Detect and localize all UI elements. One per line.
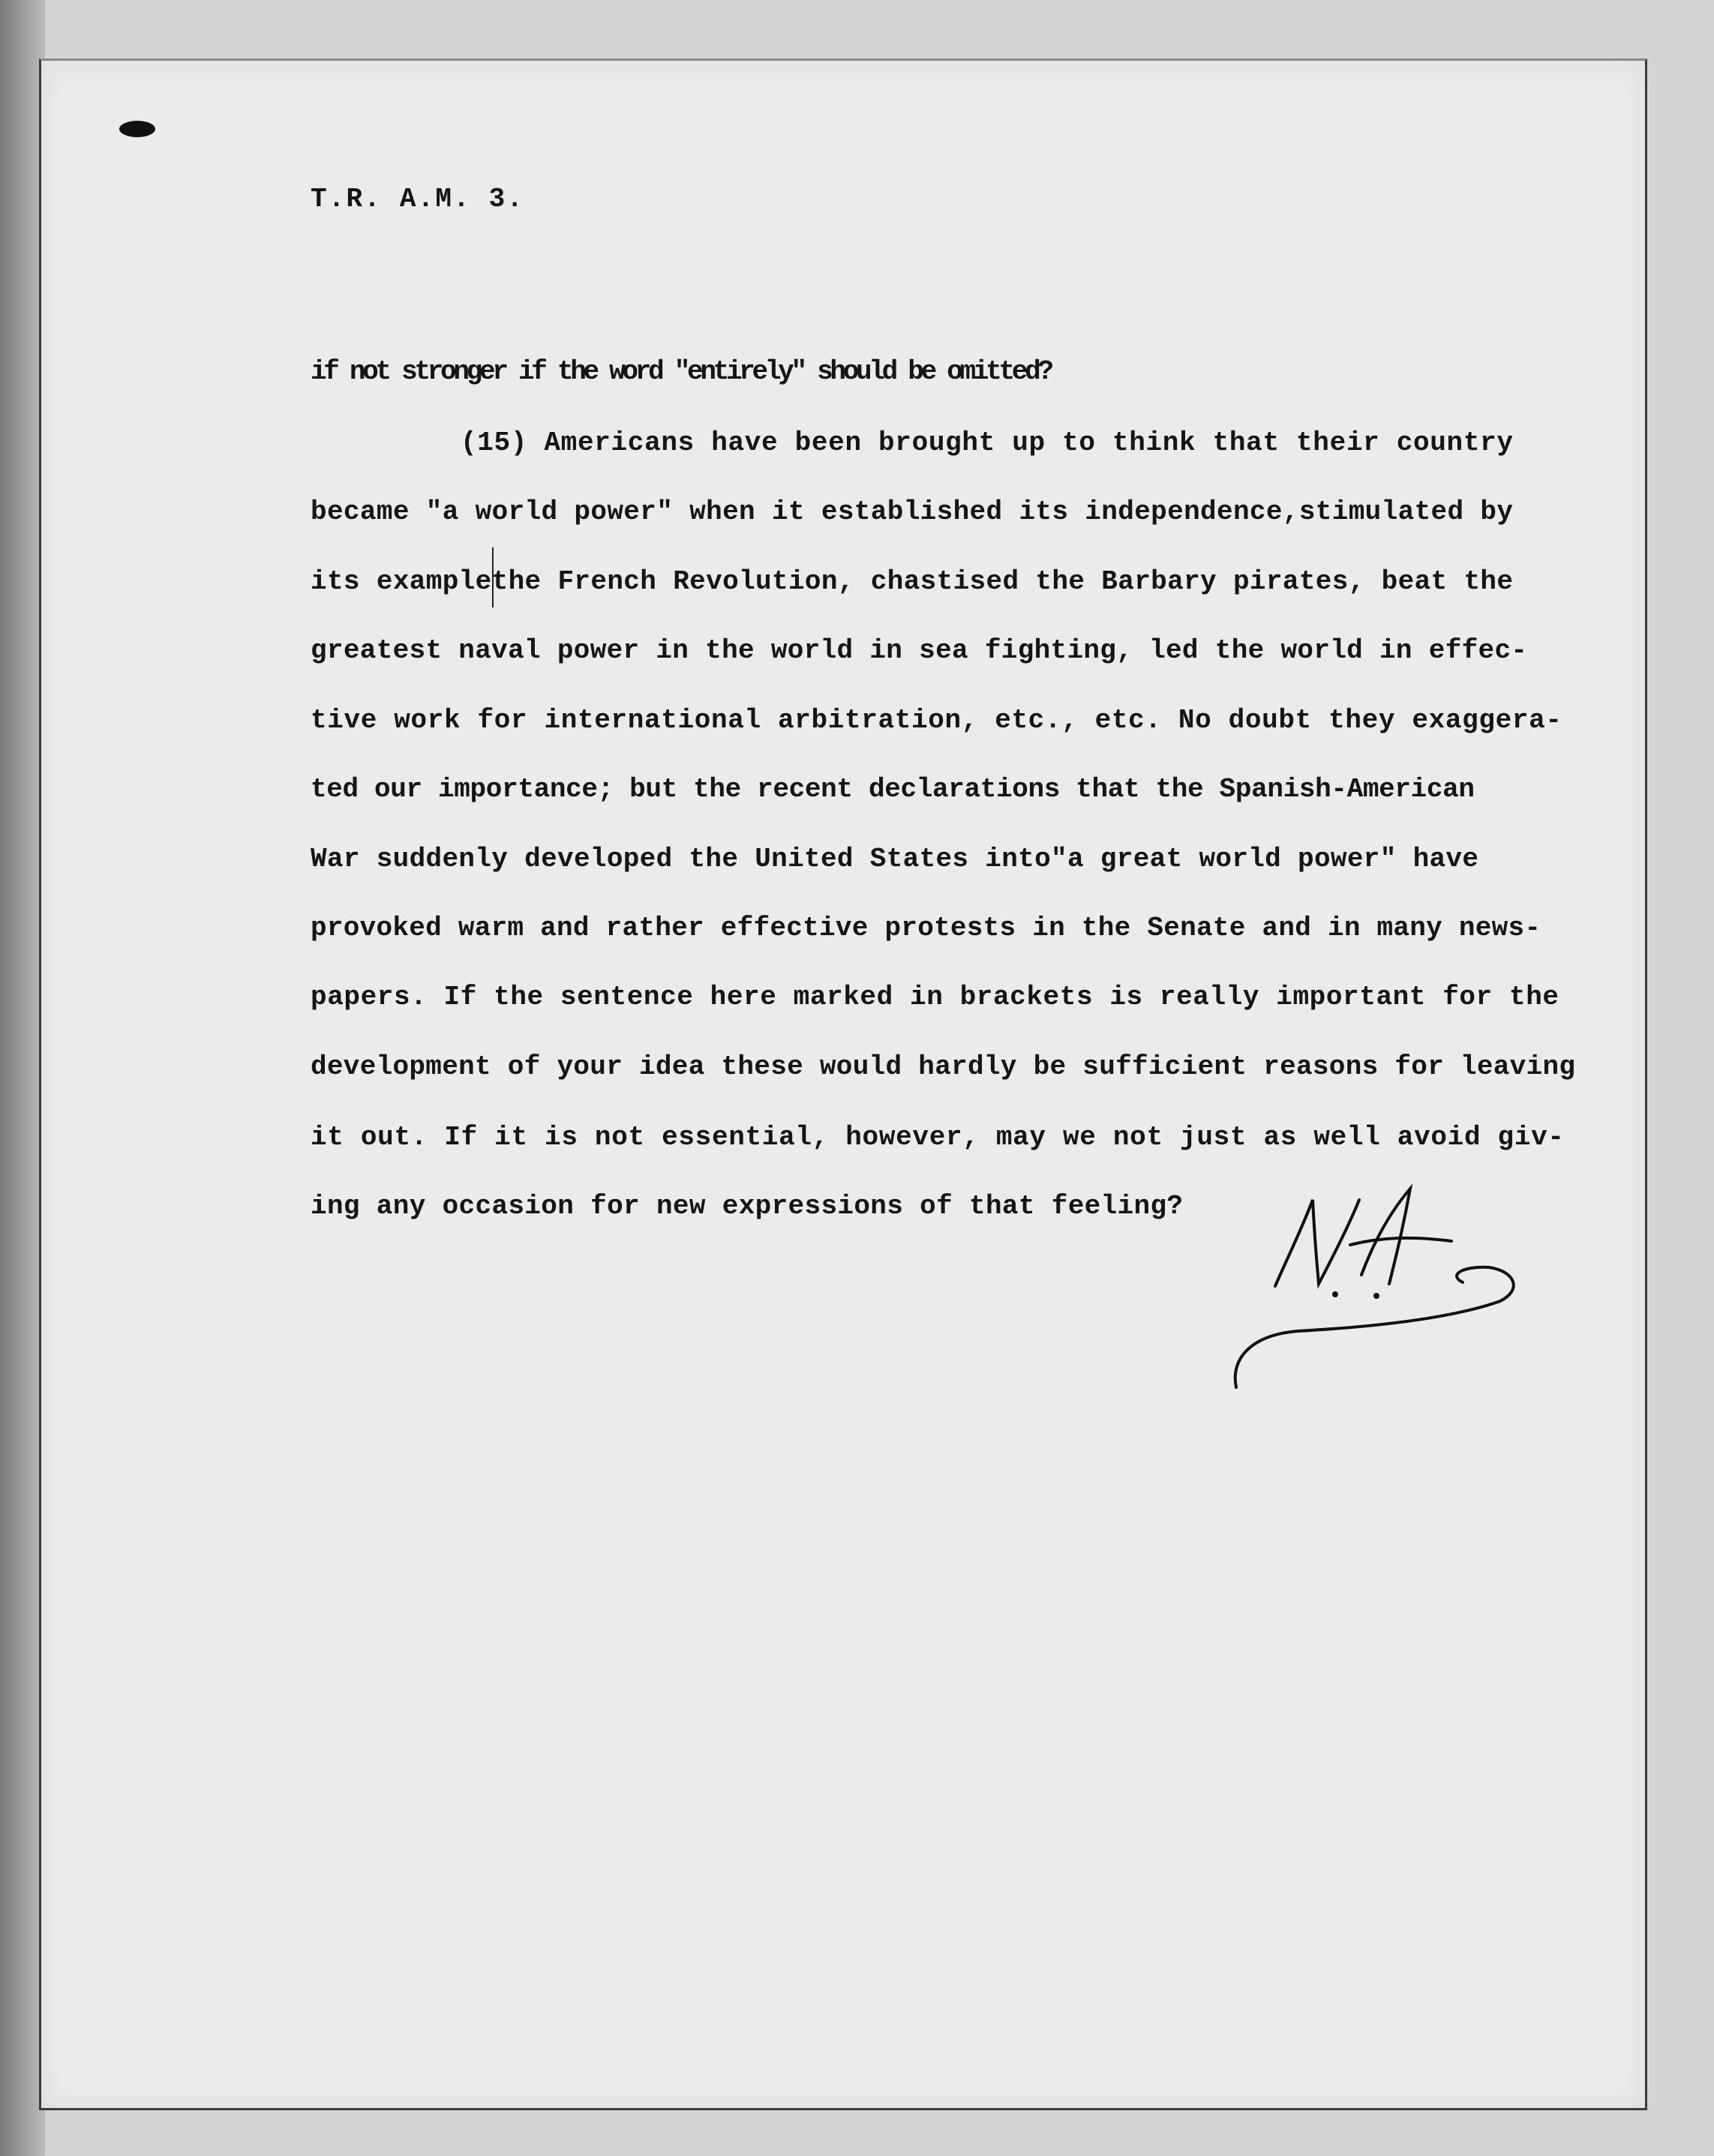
- text-line: ing any occasion for new expressions of that feeling?: [311, 1191, 1183, 1222]
- text-line: War suddenly developed the United States into"a great world power" have: [311, 844, 1478, 874]
- text-line: development of your idea these would hardly be sufficient reasons for leaving: [311, 1051, 1575, 1082]
- text-line: it out. If it is not essential, however, may we not just as well avoid giv-: [311, 1122, 1564, 1153]
- signature-icon: [1235, 1189, 1514, 1387]
- text-line: provoked warm and rather effective protests in the Senate and in many news-: [311, 913, 1541, 943]
- text-line: greatest naval power in the world in sea fighting, led the world in effec-: [311, 635, 1527, 666]
- text-line: tive work for international arbitration, etc., etc. No doubt they exaggera-: [311, 705, 1562, 736]
- ink-blot: [119, 121, 155, 137]
- text-line: ted our importance; but the recent declarations that the Spanish-American: [311, 774, 1475, 805]
- page-header: T.R. A.M. 3.: [311, 184, 523, 214]
- text-line: if not stronger if the word "entirely" should be omitted?: [311, 356, 1054, 387]
- text-line: its examplethe French Revolution, chastised the Barbary pirates, beat the: [311, 566, 1513, 597]
- text-line: became "a world power" when it established its independence,stimulated by: [311, 496, 1513, 527]
- text-line: (15) Americans have been brought up to think that their country: [461, 427, 1513, 458]
- text-line: papers. If the sentence here marked in brackets is really important for the: [311, 982, 1559, 1012]
